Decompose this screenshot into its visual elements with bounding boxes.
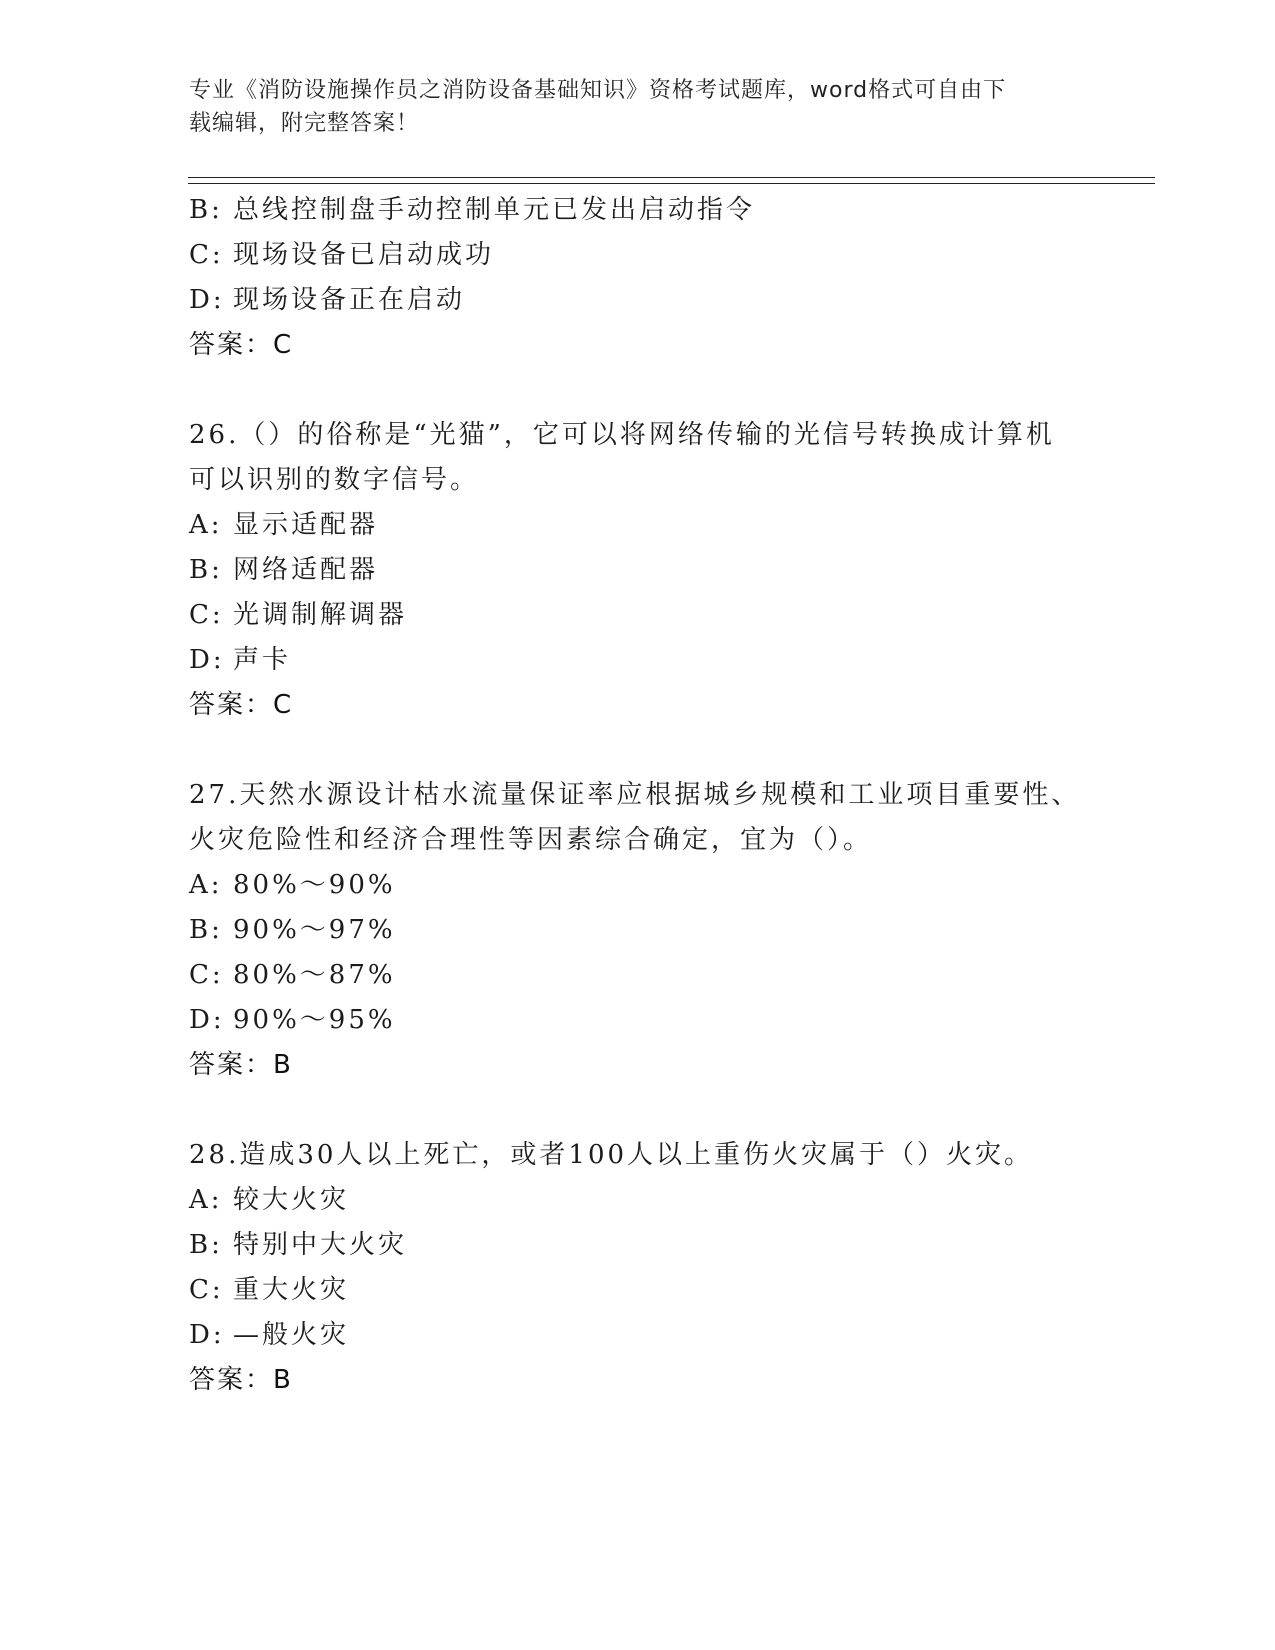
q25-option-c <box>189 240 494 270</box>
option-text: 现场设备已启动成功 <box>233 240 495 270</box>
header-divider-top <box>188 177 1155 178</box>
q26-option-c <box>189 600 407 630</box>
q25-answer: 答案：C <box>189 330 294 360</box>
option-text: 80%～90% <box>233 870 396 900</box>
option-text: 重大火灾 <box>233 1275 350 1305</box>
option-key: D: <box>189 1005 225 1035</box>
header-line-2: 载编辑，附完整答案！ <box>189 111 420 136</box>
q28-stem-line-1: 28.造成30人以上死亡，或者100人以上重伤火灾属于（）火灾。 <box>189 1140 1034 1170</box>
q26-answer: 答案：C <box>189 690 294 720</box>
q27-option-a <box>189 870 396 900</box>
option-text: 总线控制盘手动控制单元已发出启动指令 <box>233 195 756 225</box>
q25-option-d <box>189 285 465 315</box>
q25-option-b <box>189 195 755 225</box>
option-key: C: <box>189 600 224 630</box>
option-text: 声卡 <box>233 645 292 675</box>
q28-answer: 答案：B <box>189 1365 293 1395</box>
q28-option-a <box>189 1185 349 1215</box>
q28-option-b <box>189 1230 407 1260</box>
q26-stem-line-1: 26.（）的俗称是“光猫”，它可以将网络传输的光信号转换成计算机 <box>189 420 1055 450</box>
q26-option-b <box>189 555 378 585</box>
option-text: 80%～87% <box>233 960 396 990</box>
q27-answer: 答案：B <box>189 1050 293 1080</box>
q26-option-d <box>189 645 291 675</box>
q26-option-a <box>189 510 378 540</box>
option-key: C: <box>189 1275 224 1305</box>
q27-option-b <box>189 915 396 945</box>
option-key: D: <box>189 645 225 675</box>
q27-stem-line-2: 火灾危险性和经济合理性等因素综合确定，宜为（）。 <box>189 825 873 855</box>
q26-stem-line-2: 可以识别的数字信号。 <box>189 465 480 495</box>
option-key: D: <box>189 285 225 315</box>
q27-stem-line-1: 27.天然水源设计枯水流量保证率应根据城乡规模和工业项目重要性、 <box>189 780 1081 810</box>
q28-option-c <box>189 1275 349 1305</box>
option-key: B: <box>189 1230 223 1260</box>
option-key: B: <box>189 195 223 225</box>
option-text: —般火灾 <box>233 1320 350 1350</box>
header-divider-bottom <box>188 183 1155 184</box>
q28-option-d <box>189 1320 349 1350</box>
option-key: A: <box>189 870 223 900</box>
option-key: B: <box>189 915 223 945</box>
option-key: C: <box>189 960 224 990</box>
option-key: A: <box>189 1185 223 1215</box>
option-text: 90%～95% <box>233 1005 396 1035</box>
document-header <box>189 74 1079 140</box>
option-text: 光调制解调器 <box>233 600 408 630</box>
option-text: 网络适配器 <box>233 555 379 585</box>
option-text: 较大火灾 <box>233 1185 350 1215</box>
option-text: 显示适配器 <box>233 510 379 540</box>
header-line-1: 专业《消防设施操作员之消防设备基础知识》资格考试题库，word格式可自由下 <box>189 78 1007 103</box>
q27-option-d <box>189 1005 396 1035</box>
option-key: C: <box>189 240 224 270</box>
option-text: 现场设备正在启动 <box>233 285 466 315</box>
option-key: A: <box>189 510 223 540</box>
option-text: 90%～97% <box>233 915 396 945</box>
option-key: D: <box>189 1320 225 1350</box>
q27-option-c <box>189 960 396 990</box>
option-text: 特别中大火灾 <box>233 1230 408 1260</box>
option-key: B: <box>189 555 223 585</box>
